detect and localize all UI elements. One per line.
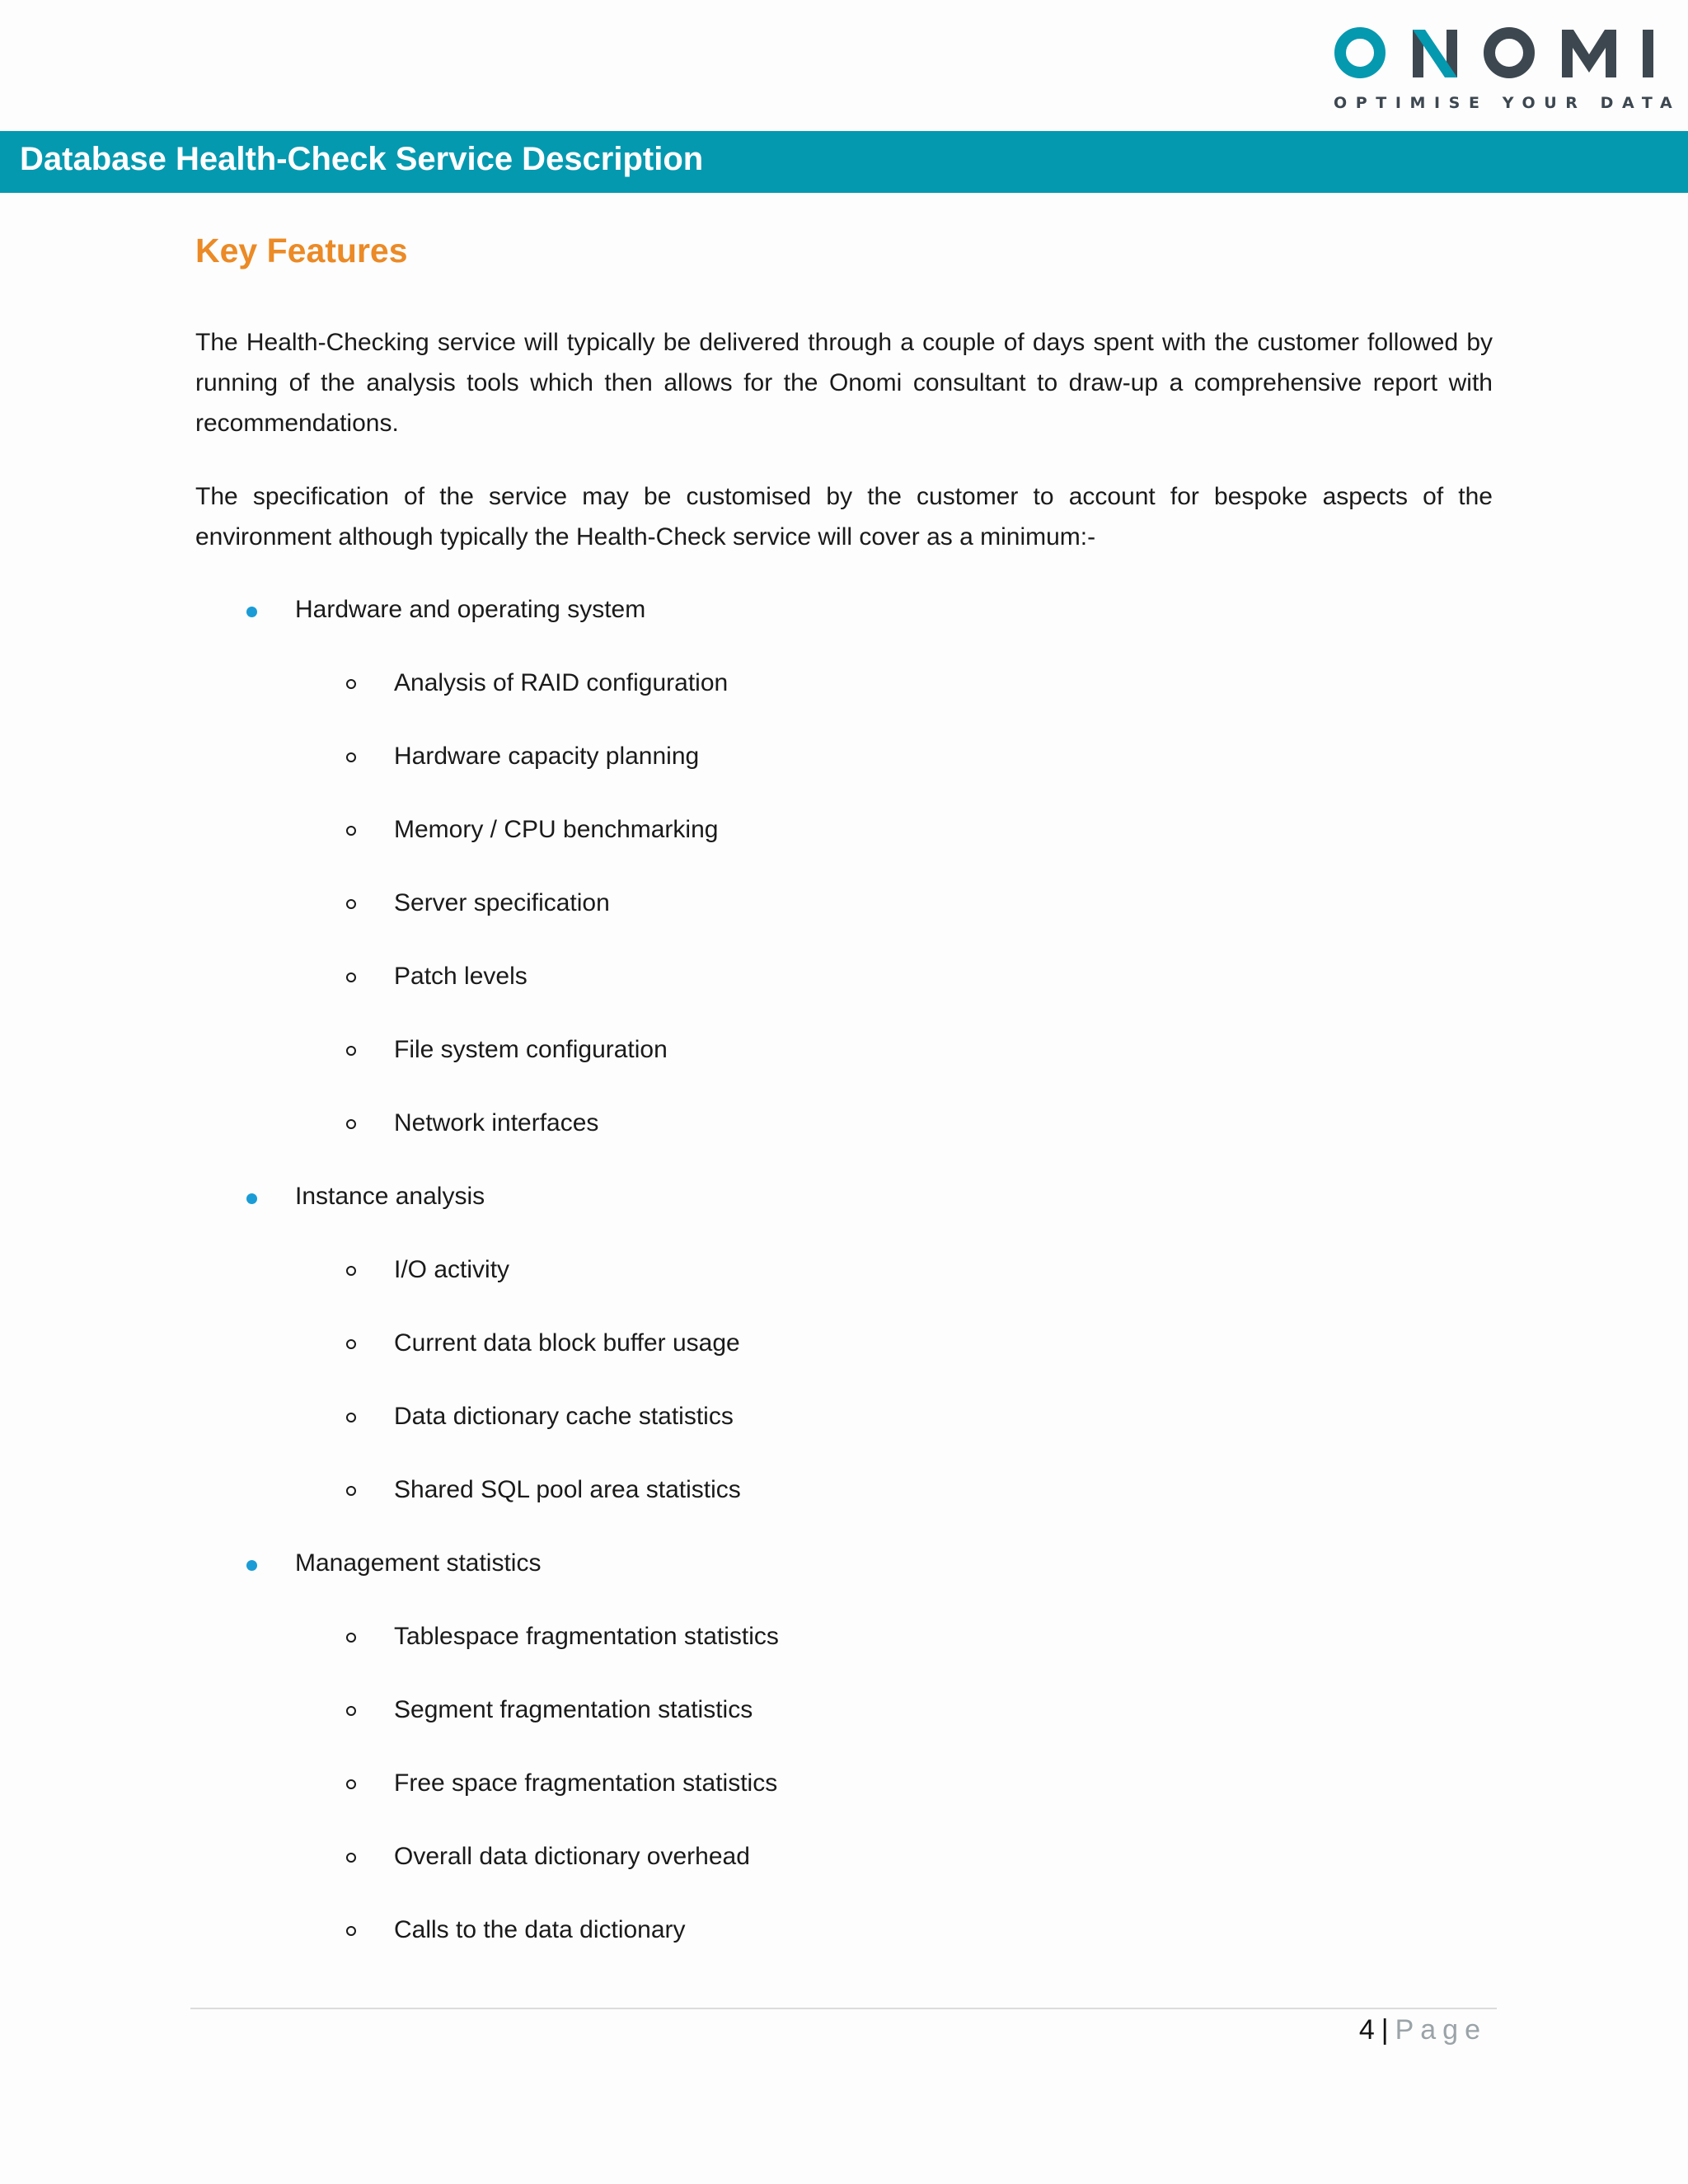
feature-group-hardware <box>195 592 1493 1179</box>
list-item-text: File system configuration <box>394 1036 668 1064</box>
bullet-circle-icon <box>346 752 356 762</box>
list-item-text: Calls to the data dictionary <box>394 1916 686 1944</box>
specification-paragraph: The specification of the service may be customised by the customer to account for bespoke aspects of the environment although typically the Health-Check service will cover as a minimum:- <box>195 483 1493 551</box>
list-item <box>195 1765 1493 1839</box>
list-item-text: Server specification <box>394 889 610 917</box>
feature-group-header <box>195 1179 1493 1252</box>
list-item-text: Free space fragmentation statistics <box>394 1769 778 1797</box>
main-content <box>195 223 1493 1985</box>
list-item-text: I/O activity <box>394 1256 510 1284</box>
bullet-circle-icon <box>346 1779 356 1789</box>
list-item-text: Overall data dictionary overhead <box>394 1843 750 1871</box>
feature-sublist <box>195 665 1493 1179</box>
list-item-text: Data dictionary cache statistics <box>394 1403 734 1431</box>
list-item-text: Hardware capacity planning <box>394 743 700 771</box>
list-item <box>195 1472 1493 1545</box>
list-item-text: Memory / CPU benchmarking <box>394 816 719 844</box>
feature-group-label: Hardware and operating system <box>295 596 646 624</box>
bullet-dot-icon <box>246 607 257 617</box>
logo-letter-o2-icon <box>1483 26 1536 79</box>
bullet-circle-icon <box>346 1413 356 1422</box>
bullet-dot-icon <box>246 1193 257 1204</box>
bullet-circle-icon <box>346 1266 356 1276</box>
bullet-circle-icon <box>346 972 356 982</box>
list-item-text: Current data block buffer usage <box>394 1329 740 1357</box>
bullet-circle-icon <box>346 826 356 836</box>
logo-letter-m-icon <box>1560 26 1618 79</box>
list-item <box>195 1032 1493 1105</box>
list-item <box>195 1252 1493 1325</box>
list-item-text: Segment fragmentation statistics <box>394 1696 753 1724</box>
page-separator: | <box>1381 2014 1389 2046</box>
logo-letter-i-icon <box>1642 26 1655 79</box>
bullet-circle-icon <box>346 1486 356 1496</box>
list-item <box>195 812 1493 885</box>
list-item-text: Analysis of RAID configuration <box>394 669 729 697</box>
bullet-dot-icon <box>246 1560 257 1571</box>
list-item <box>195 1692 1493 1765</box>
onomi-logo <box>1332 23 1681 114</box>
bullet-circle-icon <box>346 1339 356 1349</box>
feature-group-instance <box>195 1179 1493 1545</box>
list-item <box>195 665 1493 738</box>
page-label: Page <box>1395 2014 1487 2046</box>
feature-group-label: Management statistics <box>295 1549 542 1577</box>
logo-wordmark <box>1332 23 1662 82</box>
bullet-circle-icon <box>346 1119 356 1129</box>
feature-group-header <box>195 592 1493 665</box>
logo-letter-n-icon <box>1411 26 1459 79</box>
logo-letter-o-icon <box>1334 26 1386 79</box>
list-item <box>195 1399 1493 1472</box>
list-item-text: Patch levels <box>394 963 528 991</box>
page-number: 4 <box>1358 2014 1375 2046</box>
bullet-circle-icon <box>346 1633 356 1643</box>
list-item <box>195 1912 1493 1985</box>
feature-group-label: Instance analysis <box>295 1183 485 1211</box>
bullet-circle-icon <box>346 1926 356 1936</box>
footer-divider <box>190 2008 1497 2009</box>
bullet-circle-icon <box>346 679 356 689</box>
feature-sublist <box>195 1619 1493 1985</box>
list-item <box>195 885 1493 958</box>
list-item-text: Tablespace fragmentation statistics <box>394 1623 779 1651</box>
feature-sublist <box>195 1252 1493 1545</box>
intro-paragraph: The Health-Checking service will typically be delivered through a couple of days spent with the customer followed by running of the analysis tools which then allows for the Onomi consultant to draw-up a comprehensive report with recommendations. <box>195 329 1493 438</box>
list-item-text: Shared SQL pool area statistics <box>394 1476 741 1504</box>
list-item <box>195 1619 1493 1692</box>
page-footer <box>1359 2014 1487 2046</box>
bullet-circle-icon <box>346 1046 356 1056</box>
list-item <box>195 1325 1493 1399</box>
feature-list <box>195 592 1493 1985</box>
feature-group-management <box>195 1545 1493 1985</box>
list-item <box>195 958 1493 1032</box>
bullet-circle-icon <box>346 1853 356 1863</box>
feature-group-header <box>195 1545 1493 1619</box>
logo-tagline: OPTIMISE YOUR DATA <box>1334 94 1681 112</box>
document-title: Database Health-Check Service Description <box>20 141 704 177</box>
header-bar <box>0 131 1688 193</box>
bullet-circle-icon <box>346 1706 356 1716</box>
list-item <box>195 1105 1493 1179</box>
section-heading: Key Features <box>195 232 408 269</box>
bullet-circle-icon <box>346 899 356 909</box>
list-item-text: Network interfaces <box>394 1109 599 1137</box>
list-item <box>195 1839 1493 1912</box>
list-item <box>195 738 1493 812</box>
